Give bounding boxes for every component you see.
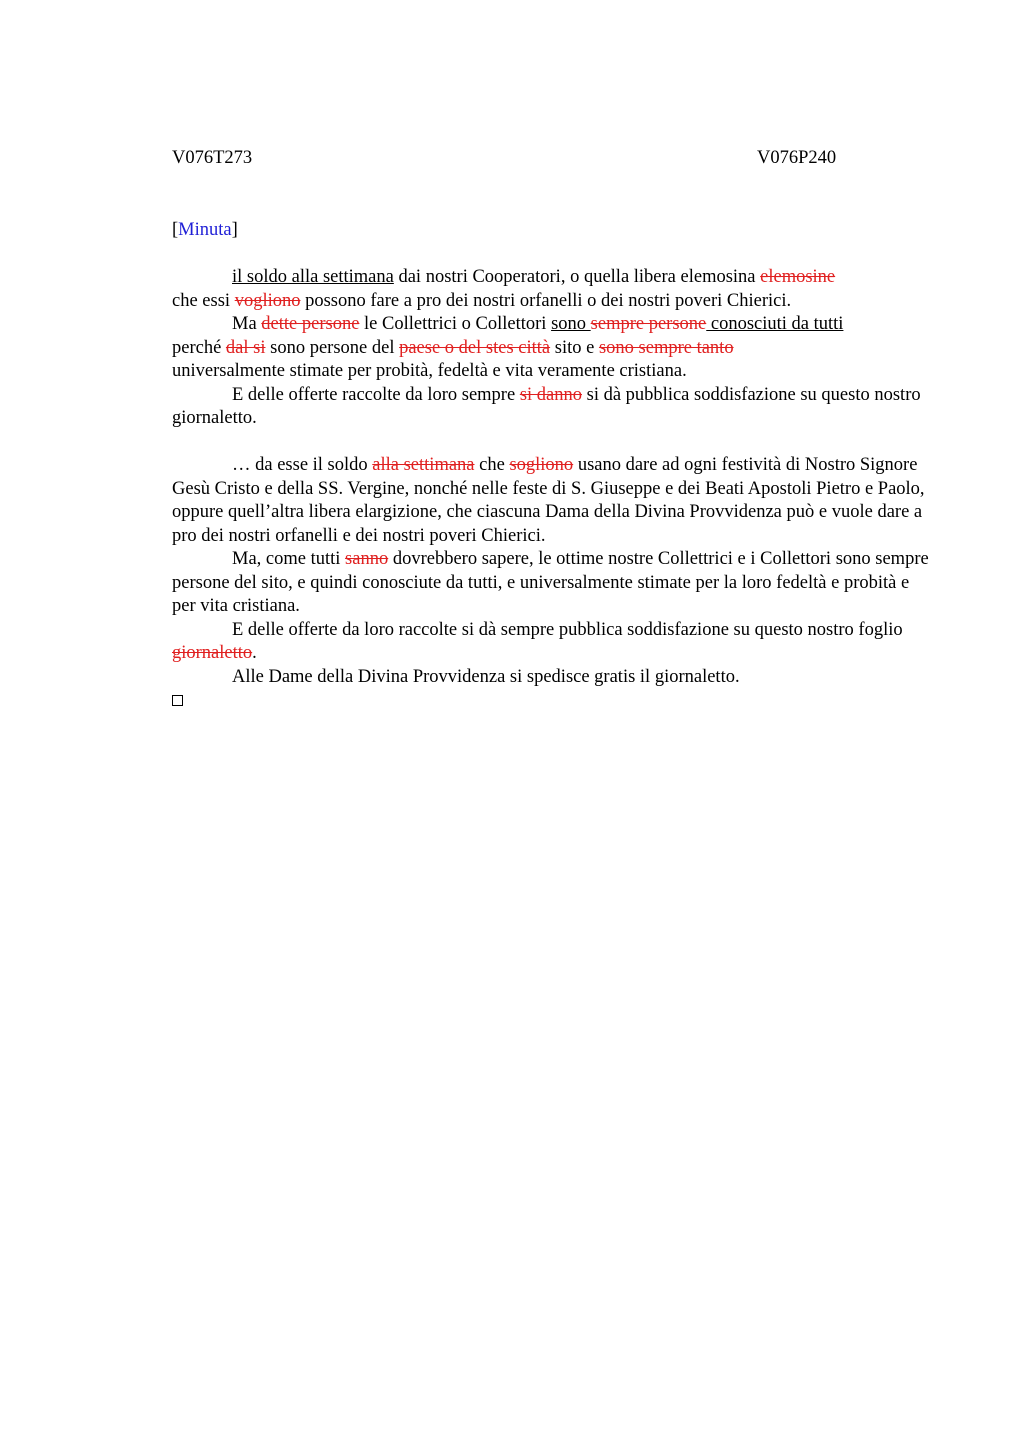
deleted-text: elemosine	[760, 267, 836, 287]
draft-label	[172, 218, 932, 242]
deleted-text: si danno	[519, 384, 582, 405]
text-span: Ma, come tutti	[232, 549, 346, 569]
deleted-text: sanno	[345, 549, 389, 569]
deleted-text: dal si	[225, 337, 266, 358]
deleted-text: giornaletto	[172, 643, 253, 663]
deleted-text: vogliono	[234, 290, 301, 311]
text-span: .	[252, 643, 257, 663]
paragraph-6	[172, 619, 932, 666]
paragraph-gap	[172, 431, 932, 455]
underlined-text: conosciuti da tutti	[706, 314, 844, 334]
text-span: sito e	[550, 337, 599, 358]
document-header	[172, 146, 932, 170]
document-body	[172, 266, 932, 714]
label-open-bracket: [	[172, 220, 179, 240]
deleted-text: alla settimana	[372, 455, 475, 475]
text-span: dai nostri Cooperatori, o quella libera elemosina	[393, 267, 761, 287]
draft-label-link[interactable]: Minuta	[178, 220, 232, 240]
end-marker	[172, 689, 932, 714]
underlined-text: il soldo alla settimana	[232, 267, 394, 287]
deleted-text: paese o del stes città	[399, 337, 551, 358]
text-span: universalmente stimate per probità, fedeltà e vita veramente cristiana.	[172, 361, 687, 381]
underlined-text: sono	[551, 314, 591, 334]
text-span: E delle offerte da loro raccolte si dà sempre pubblica soddisfazione su questo nostro foglio	[232, 619, 903, 640]
text-span: che essi	[172, 290, 235, 311]
document-code-left: V076T273	[172, 148, 253, 168]
document-page	[172, 146, 932, 714]
paragraph-2	[172, 313, 932, 384]
document-code-right: V076P240	[757, 148, 837, 168]
paragraph-1	[172, 266, 932, 313]
text-span: Ma	[232, 314, 262, 334]
checkbox-square-icon	[172, 695, 183, 706]
paragraph-4	[172, 454, 932, 548]
text-span: dovrebbero sapere, le ottime nostre Collettrici e i Collettori sono sempre persone del sito, e quindi conosciute da tutti, e universalmente stimate per la loro fedeltà e probità e per vita cristiana.	[172, 549, 929, 616]
text-span: perché	[172, 337, 226, 358]
paragraph-3	[172, 384, 932, 431]
text-span: … da esse il soldo	[232, 455, 373, 475]
text-span: sono persone del	[265, 337, 400, 358]
deleted-underlined-text: sempre persone	[590, 314, 707, 334]
text-span: Alle Dame della Divina Provvidenza si spedisce gratis il giornaletto.	[232, 666, 740, 687]
deleted-text: dette persone	[261, 314, 360, 334]
deleted-text: sogliono	[509, 455, 574, 475]
text-span: che	[474, 455, 510, 475]
text-span: E delle offerte raccolte da loro sempre	[232, 384, 520, 405]
paragraph-7	[172, 666, 932, 690]
text-span: usano dare ad ogni festività di Nostro Signore Gesù Cristo e della SS. Vergine, nonché nelle feste di S. Giuseppe e dei Beati Apostoli Pietro e Paolo, oppure quell’altra libera elargizione, che ciascuna Dama della Divina Provvidenza può e vuole dare a pro dei nostri orfanelli e dei nostri poveri Chierici.	[172, 455, 925, 546]
text-span: le Collettrici o Collettori	[359, 314, 552, 334]
text-span: si dà pubblica soddisfazione su questo nostro giornaletto.	[172, 384, 921, 428]
deleted-text: sono sempre tanto	[598, 337, 734, 358]
label-close-bracket: ]	[231, 220, 238, 240]
text-span: possono fare a pro dei nostri orfanelli o dei nostri poveri Chierici.	[300, 290, 792, 311]
paragraph-5	[172, 548, 932, 619]
